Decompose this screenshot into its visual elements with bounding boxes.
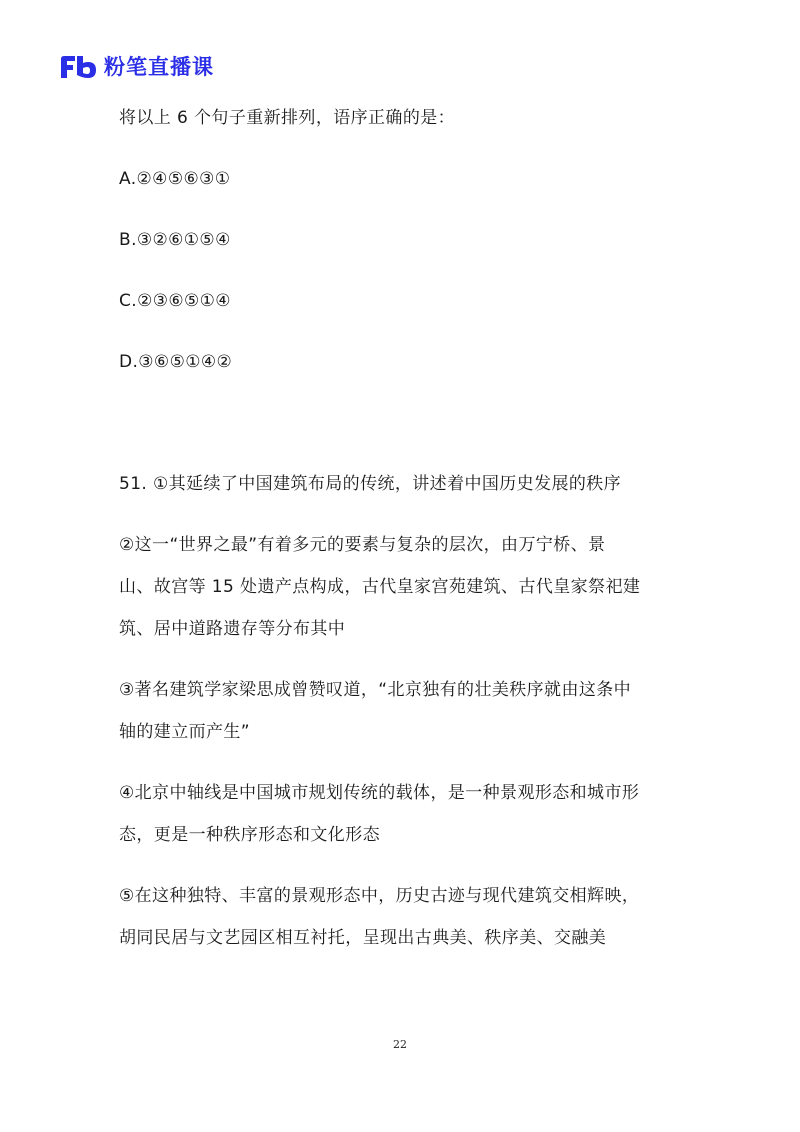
option-b: B.③②⑥①⑤④ <box>119 230 231 250</box>
option-a: A.②④⑤⑥③① <box>119 169 231 189</box>
sentence-5-line-2: 胡同民居与文艺园区相互衬托，呈现出古典美、秩序美、交融美 <box>119 928 607 948</box>
sentence-4-line-2: 态，更是一种秩序形态和文化形态 <box>119 825 380 845</box>
page-number: 22 <box>393 1038 407 1051</box>
sentence-2-line-3: 筑、居中道路遗存等分布其中 <box>119 619 346 639</box>
sentence-4-line-1: ④北京中轴线是中国城市规划传统的载体，是一种景观形态和城市形 <box>119 783 640 803</box>
fenbi-logo-icon <box>58 54 98 80</box>
question-prompt: 将以上 6 个句子重新排列，语序正确的是： <box>119 108 456 128</box>
sentence-3-line-2: 轴的建立而产生” <box>119 722 251 742</box>
sentence-5-line-1: ⑤在这种独特、丰富的景观形态中，历史古迹与现代建筑交相辉映， <box>119 886 640 906</box>
question-51-title: 51. ①其延续了中国建筑布局的传统，讲述着中国历史发展的秩序 <box>119 474 622 494</box>
sentence-2-line-1: ②这一“世界之最”有着多元的要素与复杂的层次，由万宁桥、景 <box>119 535 606 555</box>
sentence-2-line-2: 山、故宫等 15 处遗产点构成，古代皇家宫苑建筑、古代皇家祭祀建 <box>119 577 641 597</box>
brand-header <box>58 52 214 82</box>
option-d: D.③⑥⑤①④② <box>119 352 233 372</box>
sentence-3-line-1: ③著名建筑学家梁思成曾赞叹道，“北京独有的壮美秩序就由这条中 <box>119 680 632 700</box>
option-c: C.②③⑥⑤①④ <box>119 291 231 311</box>
brand-name: 粉笔直播课 <box>104 55 214 79</box>
